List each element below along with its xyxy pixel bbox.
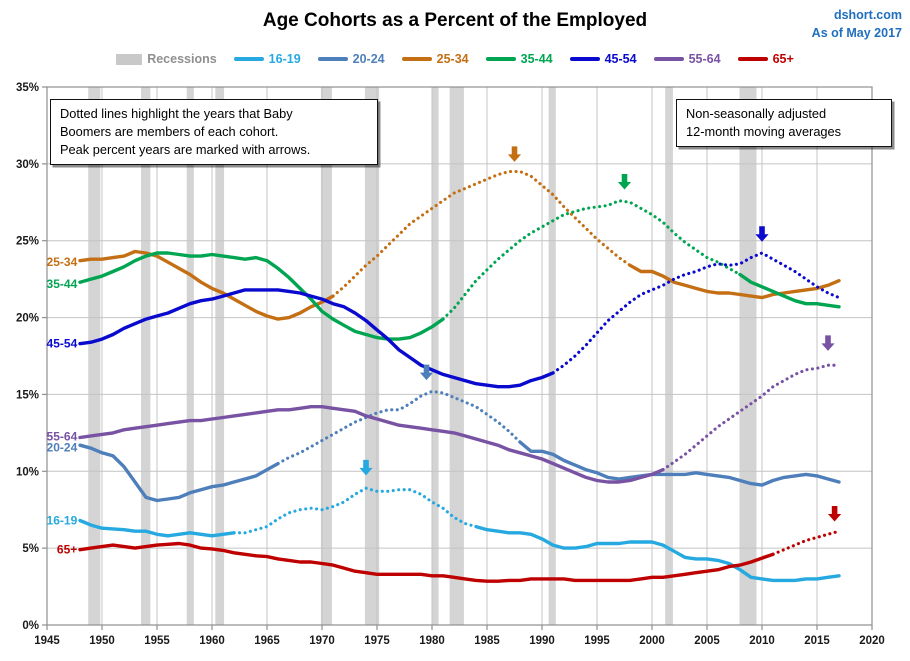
y-tick-label: 0% <box>22 620 39 632</box>
x-tick-label: 1990 <box>529 635 555 647</box>
series-line-dotted-35-44 <box>443 201 740 319</box>
peak-arrow-65+ <box>828 506 841 522</box>
peak-arrow-25-34 <box>508 146 521 162</box>
source-site: dshort.com <box>833 8 902 22</box>
recession-band <box>450 87 464 625</box>
note-adjustment <box>676 99 892 147</box>
x-tick-label: 2005 <box>694 635 720 647</box>
legend-16-19-label: 16-19 <box>268 52 301 66</box>
note-line: Non-seasonally adjusted <box>686 106 827 121</box>
legend-20-24-label: 20-24 <box>352 52 385 66</box>
recession-band <box>321 87 332 625</box>
recession-band <box>215 87 224 625</box>
legend-25-34-label: 25-34 <box>436 52 469 66</box>
x-tick-label: 1970 <box>309 635 335 647</box>
legend-55-64-label: 55-64 <box>688 52 721 66</box>
y-tick-label: 30% <box>15 158 39 171</box>
legend-45-54-label: 45-54 <box>604 52 637 66</box>
recession-band <box>739 87 756 625</box>
series-line-dotted-45-54 <box>553 253 839 373</box>
series-line-16-19 <box>476 527 839 581</box>
recession-band <box>665 87 673 625</box>
x-tick-label: 2020 <box>859 635 885 647</box>
series-line-20-24 <box>520 442 839 485</box>
legend-65+-label: 65+ <box>772 52 794 66</box>
legend-recessions-label: Recessions <box>147 52 217 66</box>
x-tick-label: 1995 <box>584 635 610 647</box>
x-tick-label: 1975 <box>364 635 390 647</box>
y-tick-label: 20% <box>15 312 39 325</box>
legend-35-44-label: 35-44 <box>520 52 553 66</box>
note-line: Dotted lines highlight the years that Baby <box>60 106 293 121</box>
series-line-35-44 <box>80 253 443 339</box>
note-baby-boomers <box>50 99 378 165</box>
series-line-dotted-16-19 <box>234 488 476 533</box>
chart-title: Age Cohorts as a Percent of the Employed <box>262 10 648 31</box>
note-line: Peak percent years are marked with arrows. <box>60 142 311 158</box>
series-label-55-64: 55-64 <box>46 429 78 444</box>
series-label-65+: 65+ <box>56 542 78 557</box>
recession-band <box>88 87 100 625</box>
series-label-20-24: 20-24 <box>46 440 78 455</box>
x-tick-label: 1955 <box>144 635 170 647</box>
series-line-dotted-65+ <box>773 531 839 554</box>
peak-arrow-35-44 <box>618 174 631 190</box>
x-tick-label: 1945 <box>34 635 60 647</box>
x-tick-label: 1965 <box>254 635 280 647</box>
series-label-35-44: 35-44 <box>46 276 78 291</box>
y-tick-label: 15% <box>15 389 39 402</box>
recession-band <box>432 87 439 625</box>
series-label-25-34: 25-34 <box>46 255 78 270</box>
y-tick-label: 25% <box>15 235 39 248</box>
as-of-date: As of May 2017 <box>811 26 902 41</box>
peak-arrow-55-64 <box>821 335 834 351</box>
series-label-45-54: 45-54 <box>46 336 78 351</box>
x-tick-label: 2010 <box>749 635 775 647</box>
y-tick-label: 5% <box>22 543 39 556</box>
x-tick-label: 2015 <box>804 635 830 647</box>
x-tick-label: 1950 <box>89 635 115 647</box>
x-tick-label: 1985 <box>474 635 500 647</box>
series-line-dotted-20-24 <box>278 391 520 463</box>
note-line: 12-month moving averages <box>686 124 842 140</box>
x-tick-label: 1960 <box>199 635 225 647</box>
series-label-16-19: 16-19 <box>46 513 78 528</box>
x-tick-label: 2000 <box>639 635 665 647</box>
x-tick-label: 1980 <box>419 635 445 647</box>
peak-arrow-45-54 <box>755 226 768 242</box>
series-line-20-24 <box>80 445 278 500</box>
y-tick-label: 35% <box>15 82 39 94</box>
y-tick-label: 10% <box>15 466 39 479</box>
note-line: Boomers are members of each cohort. <box>60 124 279 140</box>
recession-band <box>141 87 150 625</box>
